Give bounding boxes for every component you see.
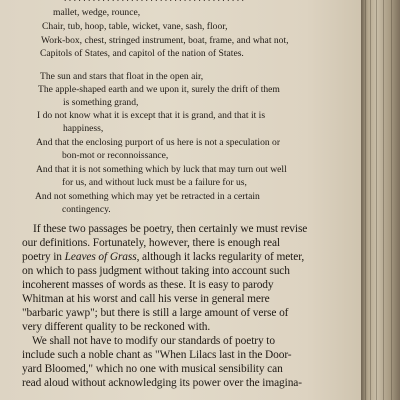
prose-line: read aloud without acknowledging its power over the imagina- [22,377,302,389]
page-edge-stack [361,0,400,400]
poem-line: And that the enclosing purport of us here is not a speculation or [36,137,281,148]
poem-line: And that it is not something which by luck that may turn out well [36,164,287,175]
poem-line-continuation: bon-mot or reconnoissance, [62,150,169,161]
italic-book-title: Leaves of Grass [64,251,137,263]
poem-line: The sun and stars that float in the open air, [40,71,204,82]
prose-line: We shall not have to modify our standards of poetry to [32,335,275,347]
prose-line: poetry in Leaves of Grass, although it lacks regularity of meter, [22,251,305,263]
prose-line: on which to pass judgment without taking into account such [22,265,290,277]
poem-line: The apple-shaped earth and we upon it, surely the drift of them [38,84,280,95]
prose-line: If these two passages be poetry, then certainly we must revise [33,223,308,235]
prose-line: "barbaric yawp"; but there is still a large amount of verse of [22,307,289,319]
poem-line: Work-box, chest, stringed instrument, boat, frame, and what not, [41,35,289,46]
poem-line: Capitols of States, and capitol of the nation of States. [40,48,244,59]
prose-line: include such a noble chant as "When Lilacs last in the Door- [22,349,292,361]
poem-line-continuation: happiness, [63,123,104,134]
prose-line: incoherent masses of words as these. It is easy to parody [22,279,274,291]
poem-line: mallet, wedge, rounce, [53,7,141,18]
poem-line-continuation: contingency. [62,204,111,215]
poem-line-continuation: for us, and without luck must be a failure for us, [62,177,247,188]
poem-line: I do not know what it is except that it is grand, and that it is [37,110,266,121]
prose-line: our definitions. Fortunately, however, there is enough real [22,237,280,249]
prose-line: yard Bloomed," which no one with musical sensibility can [22,363,283,375]
prose-line: Whitman at his worst and call his verse in general mere [22,293,270,305]
poem-line: And not something which may yet be retracted in a certain [35,191,260,202]
poem-line: Chair, tub, hoop, table, wicket, vane, sash, floor, [42,21,228,32]
poem-line-continuation: is something grand, [63,97,139,108]
prose-line: very different quality to be reckoned with. [22,321,211,333]
poem-line-clipped [64,0,244,4]
